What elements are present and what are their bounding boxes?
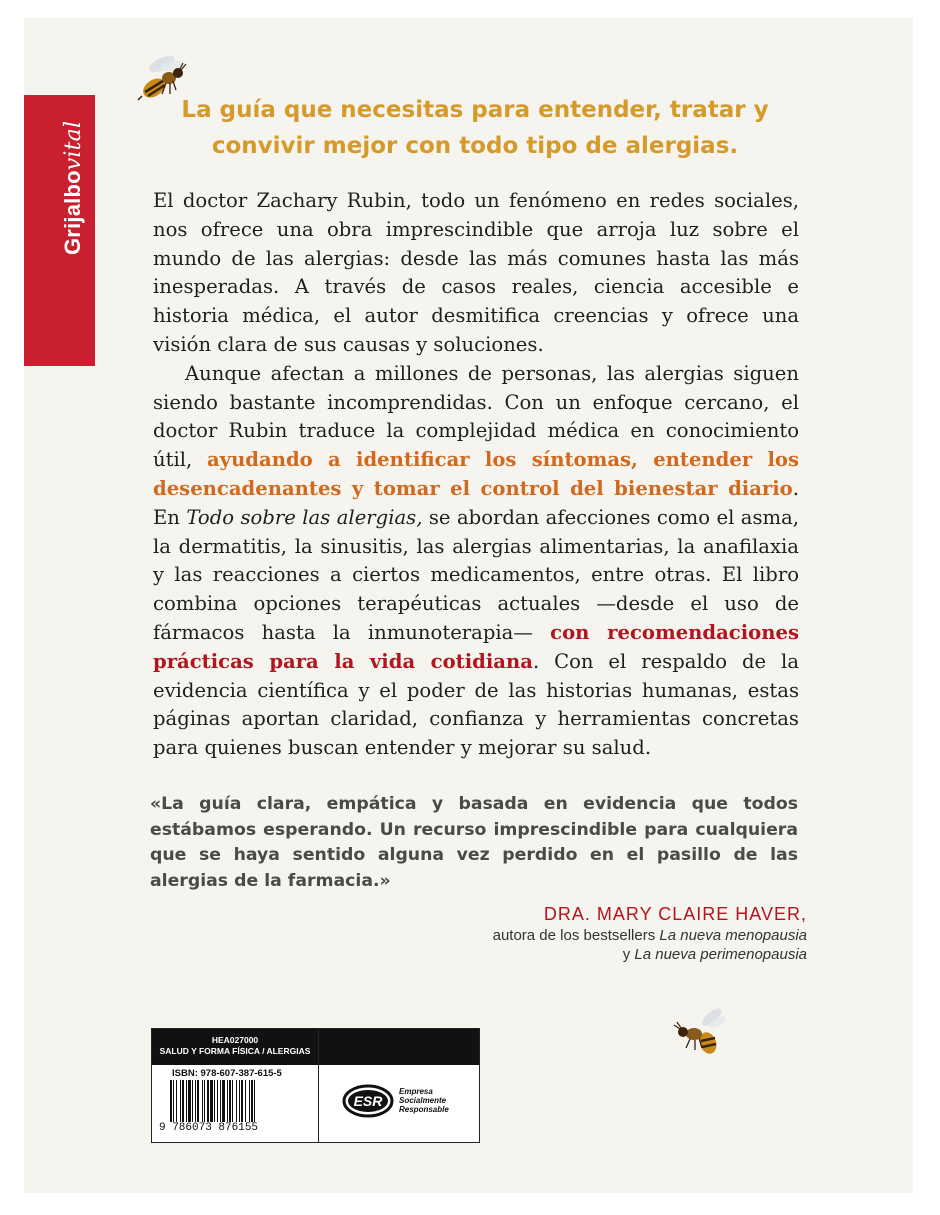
author-description-line-1 <box>493 926 807 945</box>
author-name: DRA. MARY CLAIRE HAVER, <box>543 904 807 924</box>
category-label: SALUD Y FORMA FÍSICA / ALERGIAS <box>159 1046 311 1056</box>
highlight-symptoms: ayudando a identificar los síntomas, entender los desencadenantes y tomar el control del bienestar diario <box>153 448 800 500</box>
synopsis-text: Aunque afectan a millones de personas, las alergias siguen siendo bastante incomprendidas. Con un enfoque cercano, el doctor Rubin traduce la complejidad médica en conocimiento útil, <box>153 361 799 472</box>
esr-logo-text: ESR <box>353 1093 383 1109</box>
headline <box>110 92 840 164</box>
author-book-1: La nueva menopausia <box>659 927 807 944</box>
barcode-bar <box>220 1080 221 1122</box>
barcode-bar <box>180 1080 181 1122</box>
barcode-bar <box>229 1080 231 1122</box>
category-header <box>152 1029 318 1065</box>
synopsis-text: . Con el respaldo de la evidencia científica y el poder de las historias humanas, estas páginas aportan claridad, confianza y herramientas concretas para quienes buscan entender y mejorar su salud. <box>153 649 799 760</box>
barcode-bar <box>186 1080 187 1122</box>
testimonial-quote: «La guía clara, empática y basada en evidencia que todos estábamos esperando. Un recurso imprescindible para cualquiera que se haya sentido alguna vez perdido en el pasillo de las alergias de la farmacia.» <box>150 794 798 891</box>
book-title: Todo sobre las alergias, <box>186 505 423 529</box>
barcode-bar <box>239 1080 240 1122</box>
highlight-recommendations: con recomendaciones prácticas para la vida cotidiana <box>153 620 799 673</box>
barcode-bar <box>232 1080 233 1122</box>
author-desc-and: y <box>622 946 635 963</box>
barcode-bar <box>173 1080 174 1122</box>
headline-line-1: La guía que necesitas para entender, tratar y <box>181 97 769 123</box>
category-header-fill <box>319 1029 479 1065</box>
author-description-line-2 <box>493 945 807 964</box>
imprint-subname: vital <box>61 120 86 171</box>
esr-line-2: Socialmente <box>399 1096 447 1105</box>
imprint-name: Grijalbo <box>60 170 85 255</box>
barcode-bar <box>251 1080 253 1122</box>
headline-line-2: convivir mejor con todo tipo de alergias. <box>211 133 739 159</box>
barcode-bar <box>254 1080 255 1122</box>
testimonial-attribution <box>493 902 807 964</box>
barcode-bar <box>222 1080 225 1122</box>
publisher-logo <box>60 121 86 255</box>
barcode-bar <box>241 1080 243 1122</box>
esr-caption <box>399 1087 449 1114</box>
barcode-bar <box>210 1080 213 1122</box>
barcode-bar <box>214 1080 215 1122</box>
barcode-bar <box>170 1080 172 1122</box>
barcode-bar <box>227 1080 228 1122</box>
author-desc-prefix: autora de los bestsellers <box>492 927 660 944</box>
esr-line-1: Empresa <box>399 1087 433 1096</box>
barcode-digits: 9 786073 876155 <box>159 1122 259 1134</box>
barcode-bar <box>236 1080 237 1122</box>
barcode-bar <box>217 1080 218 1122</box>
synopsis-paragraph-1: El doctor Zachary Rubin, todo un fenómeno en redes sociales, nos ofrece una obra imprescindible que arroja luz sobre el mundo de las alergias: desde las más comunes hasta las más inesperadas. A través de casos reales, ciencia accesible e historia médica, el autor desmitifica creencias y ofrece una visión clara de sus causas y soluciones. <box>153 189 799 356</box>
bee-icon <box>668 1008 726 1060</box>
barcode-bar <box>207 1080 209 1122</box>
barcode-panel <box>151 1028 480 1143</box>
panel-divider <box>318 1029 319 1142</box>
barcode-bar <box>192 1080 193 1122</box>
author-book-2: La nueva perimenopausia <box>634 946 807 963</box>
barcode-bar <box>182 1080 184 1122</box>
barcode-bar <box>188 1080 191 1122</box>
barcode-bar <box>176 1080 177 1122</box>
barcode-bar <box>204 1080 205 1122</box>
barcode-bar <box>245 1080 246 1122</box>
synopsis <box>153 187 799 763</box>
barcode-bar <box>195 1080 196 1122</box>
synopsis-text: . En <box>153 476 799 529</box>
isbn-label: ISBN: 978-607-387-615-5 <box>172 1068 282 1079</box>
synopsis-paragraph-2 <box>153 360 799 763</box>
barcode-bar <box>197 1080 199 1122</box>
category-code: HEA027000 <box>211 1035 259 1045</box>
esr-line-3: Responsable <box>399 1105 449 1114</box>
synopsis-text: se abordan afecciones como el asma, la dermatitis, la sinusitis, las alergias alimentarias, la anafilaxia y las reacciones a ciertos medicamentos, entre otras. El libro combina opciones terapéuticas actuales —desde el uso de fármacos hasta la inmunoterapia— <box>153 505 800 644</box>
barcode-bar <box>249 1080 250 1122</box>
barcode-bar <box>202 1080 203 1122</box>
esr-logo-icon <box>342 1083 396 1119</box>
barcode <box>170 1080 300 1122</box>
